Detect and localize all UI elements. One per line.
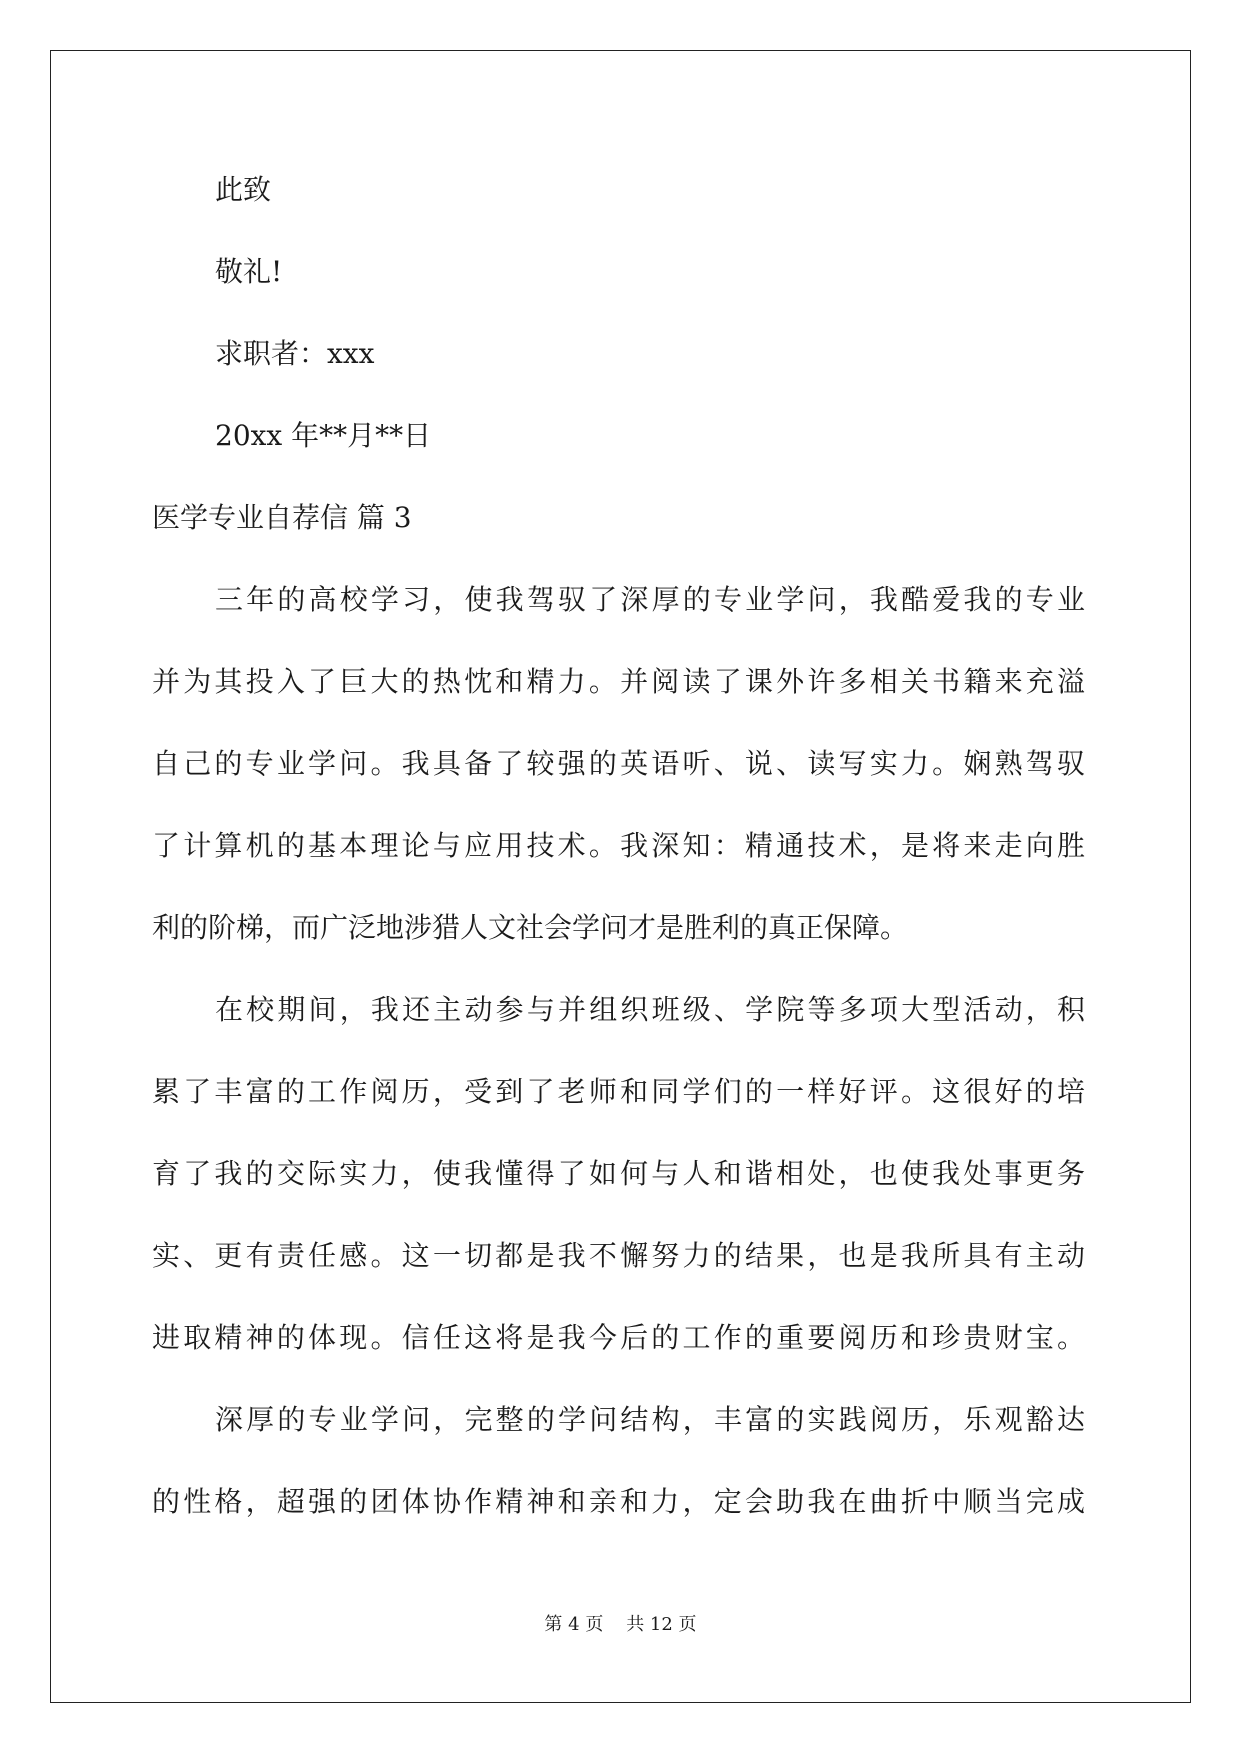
- paragraph-1-line-2: 并为其投入了巨大的热忱和精力。并阅读了课外许多相关书籍来充溢: [152, 665, 1085, 698]
- closing-signature: 求职者：xxx: [215, 337, 375, 370]
- paragraph-2-line-3: 育了我的交际实力，使我懂得了如何与人和谐相处，也使我处事更务: [152, 1157, 1085, 1190]
- section-title: 医学专业自荐信 篇 3: [152, 501, 412, 534]
- paragraph-3-line-2: 的性格，超强的团体协作精神和亲和力，定会助我在曲折中顺当完成: [152, 1485, 1085, 1518]
- page-footer: 第 4 页 共 12 页: [544, 1614, 697, 1635]
- paragraph-2-line-4: 实、更有责任感。这一切都是我不懈努力的结果，也是我所具有主动: [152, 1239, 1085, 1272]
- paragraph-2-line-2: 累了丰富的工作阅历，受到了老师和同学们的一样好评。这很好的培: [152, 1075, 1085, 1108]
- paragraph-2-line-5: 进取精神的体现。信任这将是我今后的工作的重要阅历和珍贵财宝。: [152, 1321, 1085, 1354]
- closing-salutation: 此致: [215, 173, 272, 206]
- closing-regards: 敬礼!: [215, 255, 283, 288]
- paragraph-2-line-1: 在校期间，我还主动参与并组织班级、学院等多项大型活动，积: [215, 993, 1085, 1026]
- paragraph-1-line-1: 三年的高校学习，使我驾驭了深厚的专业学问，我酷爱我的专业: [215, 583, 1085, 616]
- paragraph-1-line-5: 利的阶梯，而广泛地涉猎人文社会学问才是胜利的真正保障。: [152, 911, 909, 944]
- closing-date: 20xx 年**月**日: [215, 419, 432, 452]
- paragraph-3-line-1: 深厚的专业学问，完整的学问结构，丰富的实践阅历，乐观豁达: [215, 1403, 1085, 1436]
- page-border: [50, 50, 1191, 1703]
- paragraph-1-line-3: 自己的专业学问。我具备了较强的英语听、说、读写实力。娴熟驾驭: [152, 747, 1085, 780]
- paragraph-1-line-4: 了计算机的基本理论与应用技术。我深知：精通技术，是将来走向胜: [152, 829, 1085, 862]
